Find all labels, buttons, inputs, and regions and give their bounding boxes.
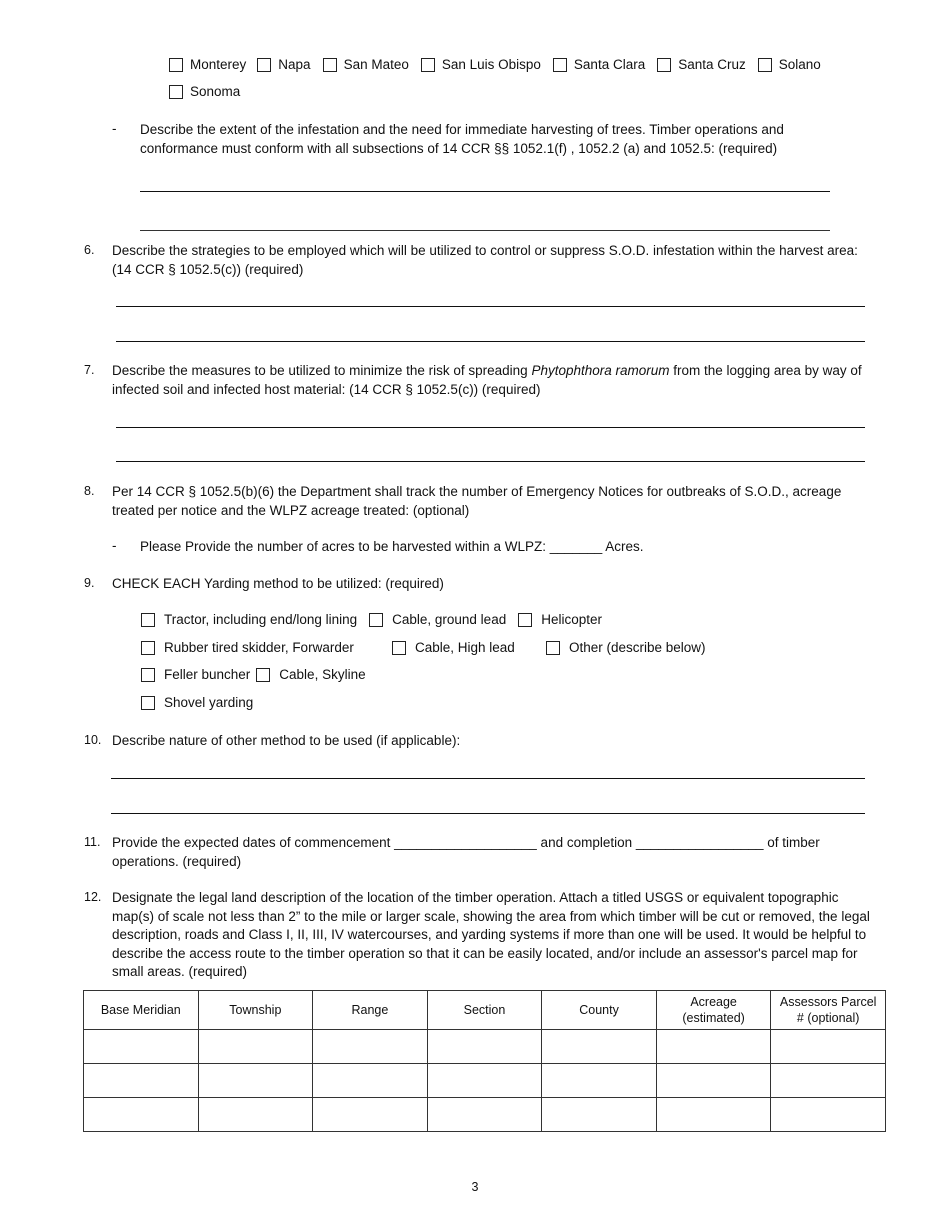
table-cell[interactable] [427,1098,542,1132]
county-option-solano[interactable] [758,57,821,72]
question-number: 8. [84,484,95,498]
bullet-dash: - [112,538,117,553]
yarding-label: Cable, ground lead [392,612,507,627]
checkbox[interactable] [169,58,183,72]
county-option-sonoma[interactable] [169,84,240,99]
yarding-label: Feller buncher [164,667,251,682]
question-number: 9. [84,576,95,590]
county-option-san-luis-obispo[interactable] [421,57,541,72]
county-label: San Luis Obispo [441,57,541,72]
question-12-text: Designate the legal land description of the location of the timber operation. Attach a titled USGS or equivalent topographic map(s) of scale not less than 2” to the mile or larger scale, showing the area from which timber will be cut or removed, the legal description, roads and Class I, II, III, IV watercourses, and yarding systems if more than one will be used. It would be helpful to describe the access route to the timber operation so that it can be easily located, and/or include an assessor's parcel map for small areas. (required) [112,890,870,979]
question-6-text: Describe the strategies to be employed which will be utilized to control or suppress S.O.D. infestation within the harvest area: (14 CCR § 1052.5(c)) (required) [112,243,858,277]
wlpz-acres-prompt: Please Provide the number of acres to be harvested within a WLPZ: _______ Acres. [140,539,644,554]
checkbox[interactable] [546,641,560,655]
yarding-option-other[interactable] [546,640,706,655]
table-cell[interactable] [84,1064,199,1098]
checkbox[interactable] [141,613,155,627]
checkbox[interactable] [169,85,183,99]
table-cell[interactable] [427,1064,542,1098]
table-cell[interactable] [313,1030,428,1064]
checkbox[interactable] [141,696,155,710]
checkbox[interactable] [257,58,271,72]
answer-line[interactable] [116,461,865,462]
checkbox[interactable] [758,58,772,72]
checkbox[interactable] [553,58,567,72]
table-header-row [84,991,886,1030]
column-header: Township [198,991,313,1030]
question-11-text: Provide the expected dates of commencement ___________________ and completion _________________ of timber operations. (required) [112,835,820,869]
question-number: 7. [84,363,95,377]
county-label: Sonoma [190,84,241,99]
table-cell[interactable] [542,1030,657,1064]
county-label: Solano [778,57,821,72]
yarding-row-1 [141,612,602,627]
answer-line[interactable] [111,778,865,779]
question-10-text: Describe nature of other method to be used (if applicable): [112,733,461,748]
column-header: Range [313,991,428,1030]
checkbox[interactable] [256,668,270,682]
answer-line[interactable] [116,341,865,342]
yarding-label: Rubber tired skidder, Forwarder [164,640,354,655]
table-cell[interactable] [656,1064,771,1098]
county-option-santa-clara[interactable] [553,57,645,72]
checkbox[interactable] [369,613,383,627]
checkbox[interactable] [323,58,337,72]
yarding-label: Cable, Skyline [279,667,366,682]
answer-line[interactable] [140,230,830,231]
question-number: 12. [84,890,102,904]
infestation-question: Describe the extent of the infestation and the need for immediate harvesting of trees. Timber operations and conformance must conform with all subsections of 14 CCR §§ 1052.1(f) , 1052.2 (a) and 1052.5: (required) [140,122,784,156]
legal-description-table [83,990,886,1132]
question-7-text-part: from the logging area by way of infected soil and infected host material: (14 CCR § 1052.5(c)) (required) [112,363,862,397]
county-label: Monterey [190,57,247,72]
yarding-label: Shovel yarding [164,695,254,710]
yarding-label: Helicopter [541,612,602,627]
column-header: Assessors Parcel # (optional) [771,991,886,1030]
table-cell[interactable] [313,1064,428,1098]
table-cell[interactable] [84,1030,199,1064]
column-header: County [542,991,657,1030]
yarding-label: Tractor, including end/long lining [164,612,358,627]
species-name: Phytophthora ramorum [531,363,670,378]
yarding-option-cable-high-lead[interactable] [392,640,515,655]
yarding-option-rubber-tired-skidder[interactable] [141,640,354,655]
question-number: 6. [84,243,95,257]
answer-line[interactable] [116,306,865,307]
checkbox[interactable] [657,58,671,72]
county-label: Napa [278,57,311,72]
county-label: Santa Clara [573,57,646,72]
table-cell[interactable] [427,1030,542,1064]
yarding-option-helicopter[interactable] [518,612,602,627]
table-cell[interactable] [542,1098,657,1132]
checkbox[interactable] [141,668,155,682]
bullet-dash: - [112,121,117,136]
question-7-text-part: Describe the measures to be utilized to minimize the risk of spreading [112,363,532,378]
answer-line[interactable] [116,427,865,428]
table-cell[interactable] [542,1064,657,1098]
yarding-option-shovel[interactable] [141,695,253,710]
yarding-option-tractor[interactable] [141,612,357,627]
table-cell[interactable] [84,1098,199,1132]
table-row [84,1064,886,1098]
answer-line[interactable] [111,813,865,814]
column-header: Acreage (estimated) [656,991,771,1030]
yarding-option-feller-buncher[interactable] [141,667,250,682]
question-8-text: Per 14 CCR § 1052.5(b)(6) the Department shall track the number of Emergency Notices for outbreaks of S.O.D., acreage treated per notice and the WLPZ acreage treated: (optional) [112,484,842,518]
yarding-option-cable-ground-lead[interactable] [369,612,506,627]
table-cell[interactable] [313,1098,428,1132]
column-header: Base Meridian [84,991,199,1030]
county-checkbox-row-2 [169,84,240,99]
checkbox[interactable] [141,641,155,655]
question-number: 11. [84,835,101,849]
yarding-row-3 [141,667,366,682]
checkbox[interactable] [392,641,406,655]
county-option-monterey[interactable] [169,57,246,72]
table-cell[interactable] [771,1098,886,1132]
checkbox[interactable] [518,613,532,627]
column-header: Section [427,991,542,1030]
county-label: San Mateo [343,57,409,72]
page-number: 3 [471,1180,479,1194]
yarding-label: Other (describe below) [569,640,706,655]
question-number: 10. [84,733,102,747]
yarding-option-cable-skyline[interactable] [256,667,365,682]
county-option-san-mateo[interactable] [323,57,409,72]
table-cell[interactable] [771,1030,886,1064]
table-cell[interactable] [198,1098,313,1132]
table-cell[interactable] [198,1030,313,1064]
county-option-napa[interactable] [257,57,310,72]
question-7-text [112,362,874,399]
yarding-label: Cable, High lead [415,640,515,655]
table-cell[interactable] [656,1098,771,1132]
table-cell[interactable] [656,1030,771,1064]
table-cell[interactable] [198,1064,313,1098]
county-option-santa-cruz[interactable] [657,57,746,72]
yarding-row-2 [0,640,950,660]
table-row [84,1098,886,1132]
yarding-row-4 [141,695,253,710]
answer-line[interactable] [140,191,830,192]
question-9-text: CHECK EACH Yarding method to be utilized: (required) [112,576,444,591]
table-cell[interactable] [771,1064,886,1098]
county-label: Santa Cruz [678,57,746,72]
table-row [84,1030,886,1064]
county-checkbox-row-1 [169,57,821,72]
checkbox[interactable] [421,58,435,72]
